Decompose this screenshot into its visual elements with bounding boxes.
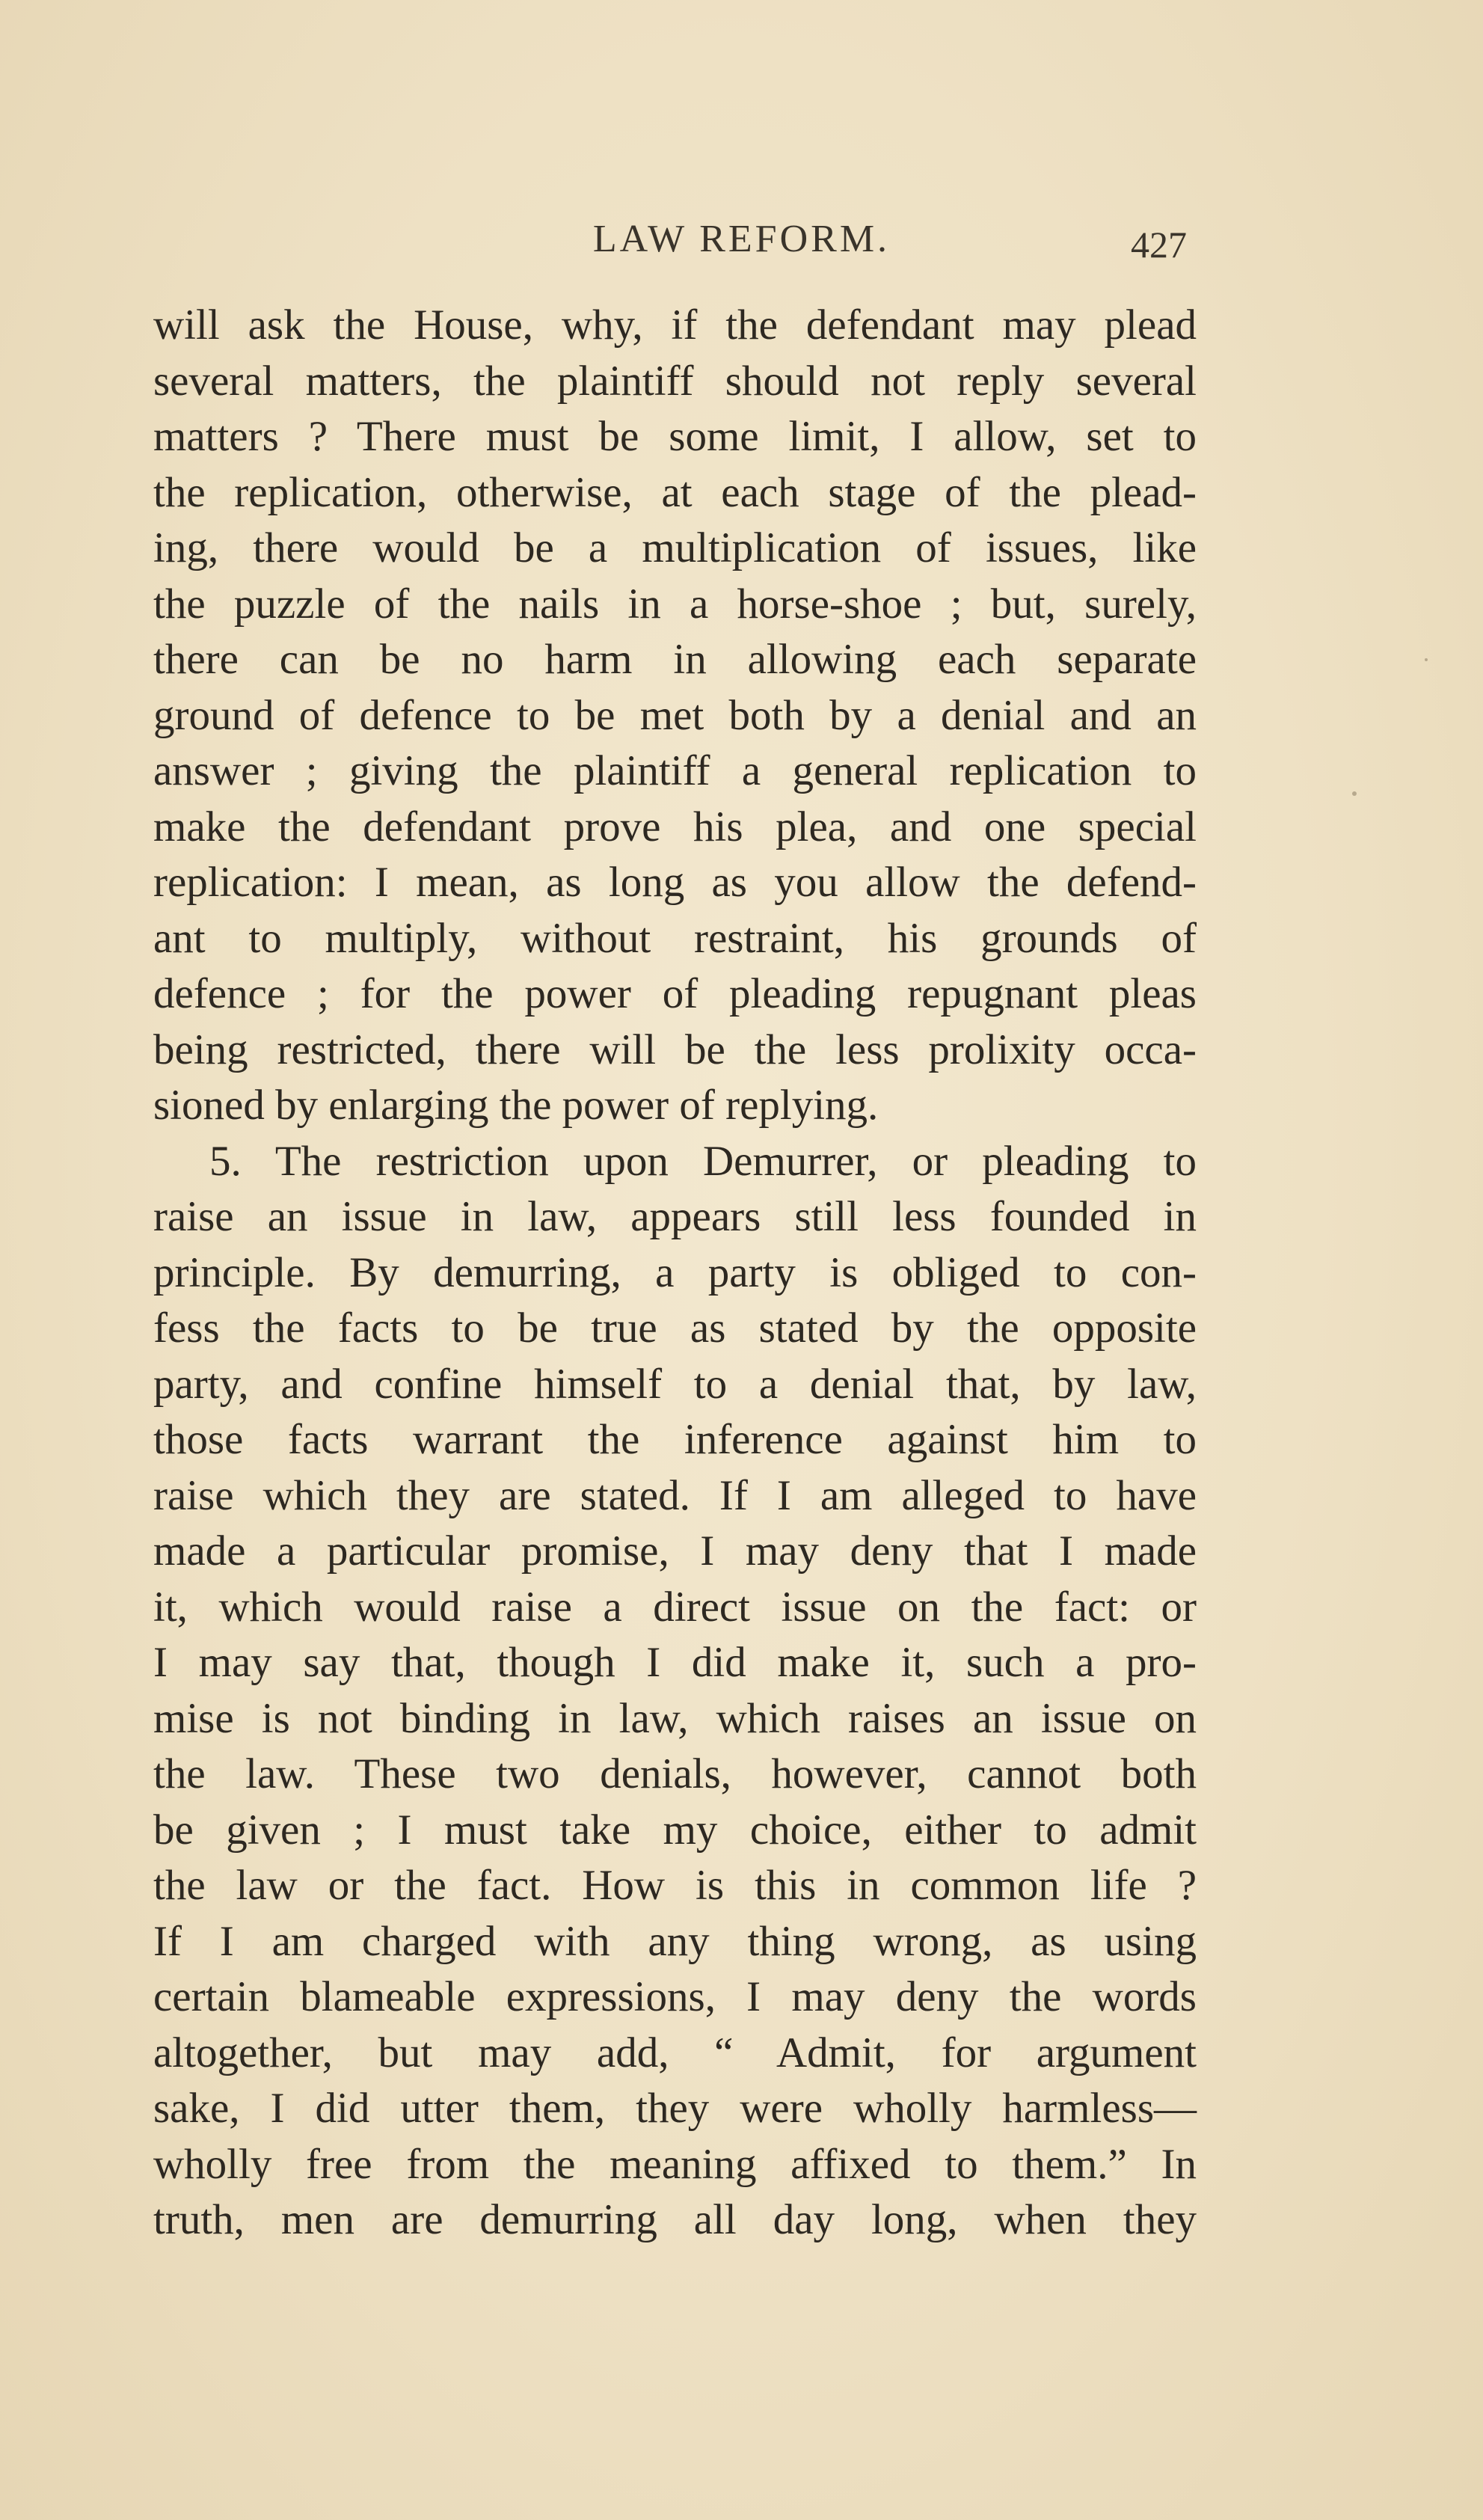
text-line: replication: I mean, as long as you allow the defend-: [153, 859, 1197, 906]
text-line: several matters, the plaintiff should not reply several: [153, 357, 1197, 405]
body-text: [153, 298, 1197, 2248]
text-line: those facts warrant the inference against him to: [153, 1416, 1197, 1463]
page-number: 427: [1131, 224, 1187, 266]
text-line: I may say that, though I did make it, such a pro-: [153, 1639, 1197, 1686]
text-line: defence ; for the power of pleading repugnant pleas: [153, 970, 1197, 1017]
text-line: there can be no harm in allowing each separate: [153, 636, 1197, 683]
text-line: raise which they are stated. If I am alleged to have: [153, 1471, 1197, 1519]
text-line: answer ; giving the plaintiff a general replication to: [153, 747, 1197, 794]
text-line: matters ? There must be some limit, I allow, set to: [153, 413, 1197, 460]
text-line: mise is not binding in law, which raises an issue on: [153, 1694, 1197, 1742]
paper-speck: [1352, 791, 1357, 796]
paragraph-start-line: 5. The restriction upon Demurrer, or pleading to: [209, 1137, 1197, 1185]
text-line: ground of defence to be met both by a denial and an: [153, 691, 1197, 739]
text-line: altogether, but may add, “ Admit, for argument: [153, 2029, 1197, 2076]
text-line: wholly free from the meaning affixed to them.” In: [153, 2140, 1197, 2188]
page-header: [0, 217, 1483, 269]
text-line: raise an issue in law, appears still less founded in: [153, 1193, 1197, 1240]
text-line: the law. These two denials, however, cannot both: [153, 1750, 1197, 1797]
text-line: being restricted, there will be the less prolixity occa-: [153, 1026, 1197, 1073]
text-line: sake, I did utter them, they were wholly harmless—: [153, 2085, 1197, 2132]
running-title: LAW REFORM.: [592, 218, 891, 260]
text-line: party, and confine himself to a denial that, by law,: [153, 1360, 1197, 1408]
text-line: the puzzle of the nails in a horse-shoe ; but, surely,: [153, 580, 1197, 628]
text-line: the replication, otherwise, at each stage of the plead-: [153, 468, 1197, 516]
text-line: truth, men are demurring all day long, when they: [153, 2196, 1197, 2243]
text-line: ant to multiply, without restraint, his grounds of: [153, 914, 1197, 962]
text-line: certain blameable expressions, I may deny the words: [153, 1973, 1197, 2020]
text-line: ing, there would be a multiplication of issues, like: [153, 524, 1197, 571]
paragraph-end-line: sioned by enlarging the power of replying.: [153, 1082, 879, 1129]
paper-speck: [1425, 658, 1428, 661]
text-line: will ask the House, why, if the defendant may plead: [153, 301, 1197, 349]
text-line: made a particular promise, I may deny that I made: [153, 1527, 1197, 1575]
text-line: principle. By demurring, a party is obliged to con-: [153, 1248, 1197, 1296]
text-line: the law or the fact. How is this in common life ?: [153, 1862, 1197, 1909]
text-line: it, which would raise a direct issue on the fact: or: [153, 1583, 1197, 1631]
text-line: If I am charged with any thing wrong, as using: [153, 1917, 1197, 1965]
text-line: be given ; I must take my choice, either to admit: [153, 1806, 1197, 1854]
text-line: make the defendant prove his plea, and one special: [153, 803, 1197, 850]
text-line: fess the facts to be true as stated by the opposite: [153, 1305, 1197, 1352]
